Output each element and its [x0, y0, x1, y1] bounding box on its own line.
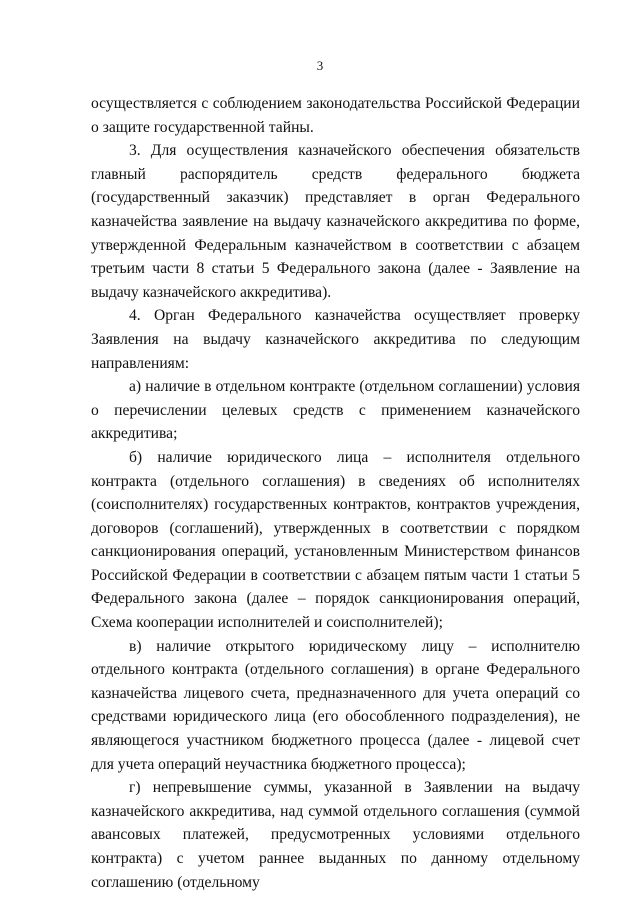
paragraph-4a: а) наличие в отдельном контракте (отдельном соглашении) условия о перечислении целевых средств с применением казначейского аккредитива; — [91, 378, 580, 443]
paragraph-3: 3. Для осуществления казначейского обеспечения обязательств главный распорядитель средств федерального бюджета (государственный заказчик) представляет в орган Федерального казначейства заявление на выдачу казначейского аккредитива по форме, утвержденной Федеральным казначейством в соответствии с абзацем третьим части 8 статьи 5 Федерального закона (далее - Заявление на выдачу казначейского аккредитива). — [91, 142, 580, 301]
document-body — [91, 92, 580, 894]
paragraph-continuation: осуществляется с соблюдением законодательства Российской Федерации о защите государственной тайны. — [91, 95, 580, 136]
paragraph-4: 4. Орган Федерального казначейства осуществляет проверку Заявления на выдачу казначейского аккредитива по следующим направлениям: — [91, 307, 580, 372]
paragraph-4b: б) наличие юридического лица – исполнителя отдельного контракта (отдельного соглашения) в сведениях об исполнителях (соисполнителях) государственных контрактов, контрактов учреждения, договоров (соглашений), утвержденных в соответствии с порядком санкционирования операций, установленным Министерством финансов Российской Федерации в соответствии с абзацем пятым части 1 статьи 5 Федерального закона (далее – порядок санкционирования операций, Схема кооперации исполнителей и соисполнителей); — [91, 448, 580, 632]
paragraph-4g: г) непревышение суммы, указанной в Заявлении на выдачу казначейского аккредитива, над суммой отдельного соглашения (суммой авансовых платежей, предусмотренных условиями отдельного контракта) с учетом раннее выданных по данному отдельному соглашению (отдельному — [91, 779, 580, 891]
paragraph-4v: в) наличие открытого юридическому лицу – исполнителю отдельного контракта (отдельного соглашения) в органе Федерального казначейства лицевого счета, предназначенного для учета операций со средствами юридического лица (его обособленного подразделения), не являющегося участником бюджетного процесса (далее - лицевой счет для учета операций неучастника бюджетного процесса); — [91, 637, 580, 773]
page-number: 3 — [316, 58, 324, 73]
